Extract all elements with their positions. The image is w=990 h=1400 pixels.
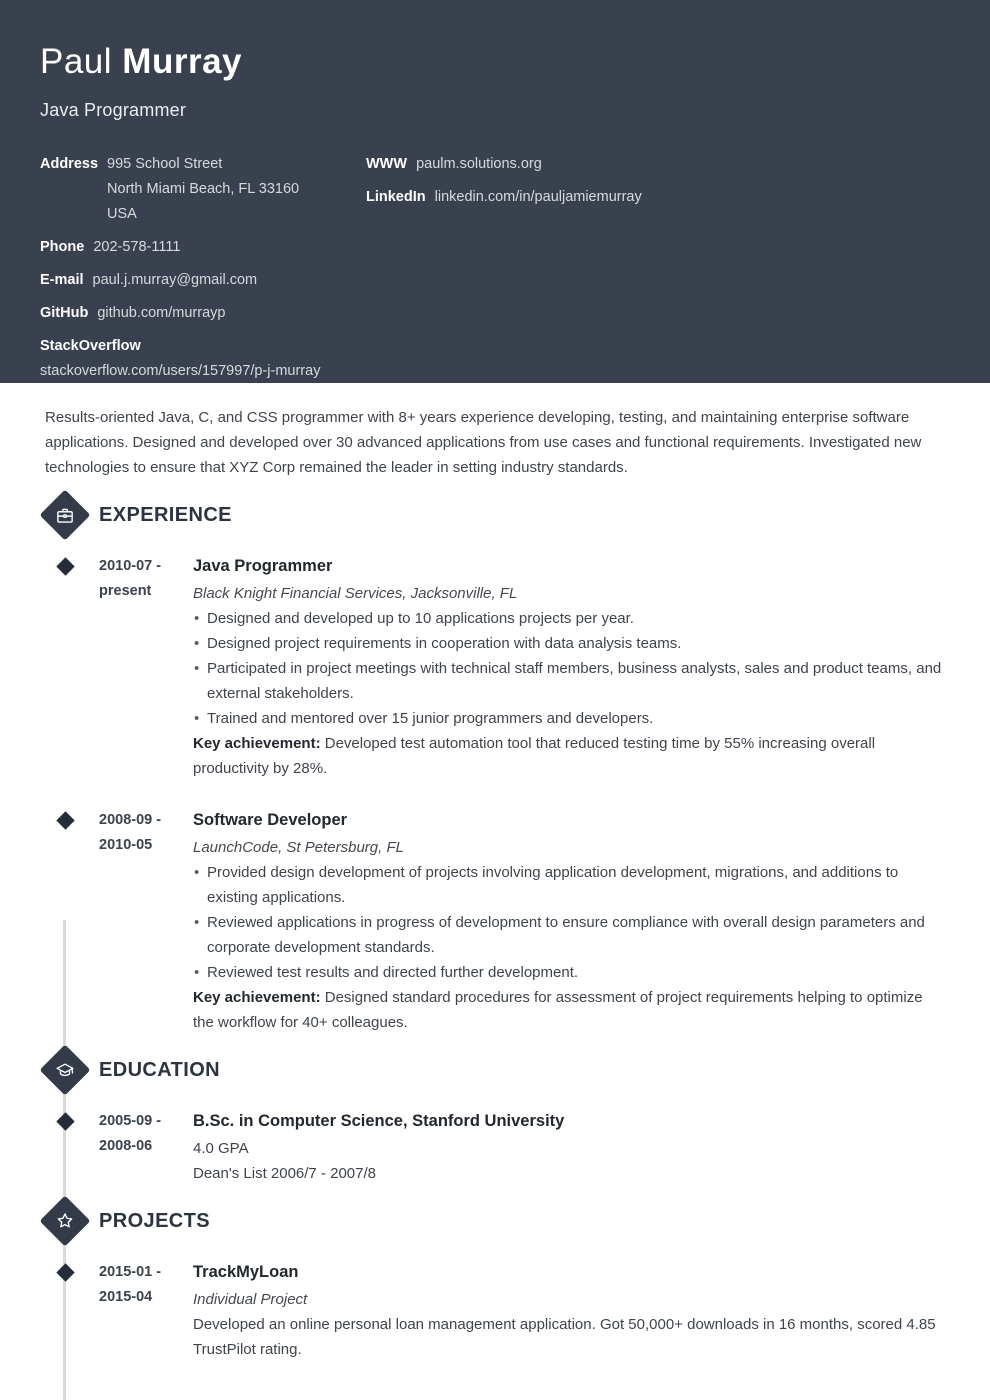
entry-dates: 2008-09 - 2010-05 — [99, 812, 162, 853]
bullet-item: • Trained and mentored over 15 junior programmers and developers. — [193, 706, 943, 731]
contact-label: StackOverflow — [40, 338, 141, 354]
github-value: github.com/murrayp — [97, 305, 226, 321]
timeline-diamond-marker — [56, 811, 74, 829]
contact-row-linkedin — [366, 185, 950, 210]
contact-label: Phone — [40, 239, 85, 255]
experience-entry — [99, 808, 945, 1035]
deans-list-line: Dean's List 2006/7 - 2007/8 — [193, 1165, 376, 1182]
key-achievement: Key achievement: Developed test automation tool that reduced testing time by 55% increasing overall productivity by 28%. — [193, 735, 876, 777]
entry-dates: 2005-09 - 2008-06 — [99, 1113, 162, 1154]
contact-section — [40, 152, 950, 392]
timeline-diamond-marker — [56, 1112, 74, 1130]
website-value: paulm.solutions.org — [416, 156, 542, 172]
experience-section-header — [39, 489, 945, 541]
contact-label: WWW — [366, 156, 408, 172]
entry-dates: 2015-01 - 2015-04 — [99, 1264, 162, 1305]
project-description: Developed an online personal loan management application. Got 50,000+ downloads in 16 months, scored 4.85 TrustPilot rating. — [193, 1316, 936, 1358]
project-title: TrackMyLoan — [193, 1263, 299, 1281]
resume-body — [0, 405, 990, 1362]
person-name — [40, 44, 950, 79]
first-name: Paul — [40, 42, 113, 81]
contact-row-email — [40, 268, 366, 293]
contact-row-stackoverflow — [40, 334, 366, 384]
contact-row-www — [366, 152, 950, 177]
experience-entry — [99, 554, 945, 781]
contact-left-column — [40, 152, 366, 392]
key-achievement: Key achievement: Designed standard procedures for assessment of project requirements helping to optimize the workflow for 40+ colleagues. — [193, 989, 923, 1031]
contact-right-column — [366, 152, 950, 392]
phone-value: 202-578-1111 — [93, 239, 181, 255]
project-entry — [99, 1260, 945, 1362]
bullet-item: • Reviewed applications in progress of development to ensure compliance with overall design parameters and corporate development standards. — [193, 910, 943, 960]
professional-summary: Results-oriented Java, C, and CSS programmer with 8+ years experience developing, testing, and maintaining enterprise software applications. Designed and developed over 30 advanced applications from use cases and functional requirements. Investigated new technologies to ensure that XYZ Corp remained the leader in setting industry standards. — [45, 409, 922, 476]
entry-dates: 2010-07 - present — [99, 558, 162, 599]
star-icon — [39, 1196, 90, 1247]
job-bullets — [193, 860, 943, 985]
projects-section-header — [39, 1195, 945, 1247]
job-title: Software Developer — [193, 811, 348, 829]
email-value: paul.j.murray@gmail.com — [92, 272, 258, 288]
contact-label: GitHub — [40, 305, 89, 321]
section-title: PROJECTS — [99, 1209, 211, 1232]
experience-section — [45, 489, 945, 1035]
timeline-diamond-marker — [56, 1263, 74, 1281]
company-location: Black Knight Financial Services, Jacksonville, FL — [193, 585, 518, 602]
linkedin-value: linkedin.com/in/pauljamiemurray — [434, 189, 642, 205]
resume-header — [0, 0, 990, 383]
bullet-item: • Participated in project meetings with technical staff members, business analysts, sales and product teams, and external stakeholders. — [193, 656, 943, 706]
gpa-line: 4.0 GPA — [193, 1140, 249, 1157]
education-section — [45, 1044, 945, 1186]
bullet-item: • Reviewed test results and directed further development. — [193, 960, 943, 985]
address-line: North Miami Beach, FL 33160 — [107, 181, 300, 197]
projects-section — [45, 1195, 945, 1362]
contact-value — [107, 152, 299, 227]
section-title: EXPERIENCE — [99, 503, 232, 526]
job-title: Java Programmer — [193, 557, 333, 575]
degree-title: B.Sc. in Computer Science, Stanford University — [193, 1112, 565, 1130]
bullet-item: • Provided design development of projects involving application development, migrations, and additions to existing applications. — [193, 860, 943, 910]
address-line: USA — [107, 206, 137, 222]
project-type: Individual Project — [193, 1291, 308, 1308]
address-line: 995 School Street — [107, 156, 223, 172]
education-section-header — [39, 1044, 945, 1096]
last-name: Murray — [122, 42, 243, 81]
bullet-item: • Designed project requirements in cooperation with data analysis teams. — [193, 631, 943, 656]
contact-label: E-mail — [40, 272, 84, 288]
person-job-title: Java Programmer — [40, 100, 187, 120]
graduation-cap-icon — [39, 1045, 90, 1096]
bullet-item: • Designed and developed up to 10 applications projects per year. — [193, 606, 943, 631]
section-title: EDUCATION — [99, 1058, 221, 1081]
contact-label: LinkedIn — [366, 189, 426, 205]
company-location: LaunchCode, St Petersburg, FL — [193, 839, 404, 856]
contact-row-phone — [40, 235, 366, 260]
contact-row-github — [40, 301, 366, 326]
timeline-diamond-marker — [56, 557, 74, 575]
briefcase-icon — [39, 490, 90, 541]
stackoverflow-value: stackoverflow.com/users/157997/p-j-murray — [40, 363, 321, 379]
contact-row-address — [40, 152, 366, 227]
education-entry — [99, 1109, 945, 1186]
contact-label: Address — [40, 156, 99, 172]
job-bullets — [193, 606, 943, 731]
